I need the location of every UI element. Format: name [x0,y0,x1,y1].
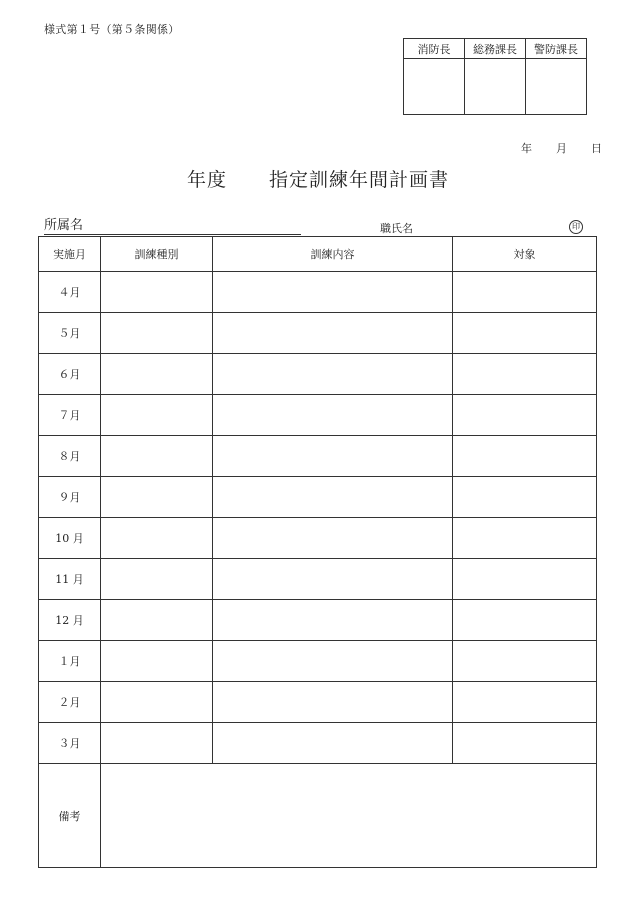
remarks-field[interactable] [101,764,597,868]
training-plan-table [38,236,597,868]
training-type-cell[interactable] [101,518,213,559]
page-title [187,165,449,192]
month-cell: ４月 [39,272,101,313]
month-cell: 12 月 [39,600,101,641]
approval-header-fire-chief: 消防長 [404,39,465,59]
column-header-month: 実施月 [39,237,101,272]
training-type-cell[interactable] [101,723,213,764]
training-type-cell[interactable] [101,477,213,518]
training-content-cell[interactable] [213,600,453,641]
training-content-cell[interactable] [213,313,453,354]
remarks-label: 備考 [39,764,101,868]
column-header-target: 対象 [453,237,597,272]
month-cell: １月 [39,641,101,682]
target-cell[interactable] [453,477,597,518]
target-cell[interactable] [453,395,597,436]
table-row [39,641,597,682]
approval-header-general-affairs: 総務課長 [465,39,526,59]
approval-header-fire-defense: 警防課長 [526,39,587,59]
training-type-cell[interactable] [101,272,213,313]
training-type-cell[interactable] [101,559,213,600]
training-type-cell[interactable] [101,395,213,436]
table-row [39,518,597,559]
training-content-cell[interactable] [213,395,453,436]
training-type-cell[interactable] [101,313,213,354]
column-header-training-type: 訓練種別 [101,237,213,272]
table-row [39,436,597,477]
date-month-label: 月 [556,142,567,155]
column-header-training-content: 訓練内容 [213,237,453,272]
table-row [39,477,597,518]
target-cell[interactable] [453,600,597,641]
month-cell: ２月 [39,682,101,723]
title-year: 年度 [187,169,228,191]
target-cell[interactable] [453,354,597,395]
table-row [39,272,597,313]
training-content-cell[interactable] [213,477,453,518]
table-row [39,354,597,395]
affiliation-field[interactable] [44,219,301,235]
table-row [39,395,597,436]
approval-stamp-box[interactable] [526,59,587,115]
training-content-cell[interactable] [213,272,453,313]
training-content-cell[interactable] [213,559,453,600]
approval-stamp-box[interactable] [465,59,526,115]
target-cell[interactable] [453,641,597,682]
title-main: 指定訓練年間計画書 [269,169,450,191]
table-row [39,559,597,600]
target-cell[interactable] [453,518,597,559]
table-row [39,600,597,641]
month-cell: ７月 [39,395,101,436]
table-row [39,313,597,354]
training-type-cell[interactable] [101,354,213,395]
table-row [39,682,597,723]
target-cell[interactable] [453,723,597,764]
training-type-cell[interactable] [101,682,213,723]
training-content-cell[interactable] [213,641,453,682]
training-content-cell[interactable] [213,518,453,559]
form-number: 様式第１号（第５条関係） [44,23,180,36]
month-cell: 10 月 [39,518,101,559]
training-type-cell[interactable] [101,641,213,682]
table-row [39,723,597,764]
approval-stamp-box[interactable] [404,59,465,115]
name-label: 職氏名 [380,222,413,235]
seal-icon: 印 [569,220,583,234]
month-cell: 11 月 [39,559,101,600]
date-year-label: 年 [521,142,532,155]
training-content-cell[interactable] [213,723,453,764]
month-cell: ８月 [39,436,101,477]
target-cell[interactable] [453,272,597,313]
training-type-cell[interactable] [101,600,213,641]
training-content-cell[interactable] [213,354,453,395]
date-day-label: 日 [591,142,602,155]
affiliation-label: 所属名 [44,218,84,233]
date-line [521,140,602,156]
month-cell: ３月 [39,723,101,764]
target-cell[interactable] [453,436,597,477]
training-type-cell[interactable] [101,436,213,477]
target-cell[interactable] [453,313,597,354]
month-cell: ６月 [39,354,101,395]
approval-stamp-table [403,38,587,115]
training-content-cell[interactable] [213,436,453,477]
month-cell: ９月 [39,477,101,518]
target-cell[interactable] [453,559,597,600]
target-cell[interactable] [453,682,597,723]
training-content-cell[interactable] [213,682,453,723]
remarks-row [39,764,597,868]
month-cell: ５月 [39,313,101,354]
